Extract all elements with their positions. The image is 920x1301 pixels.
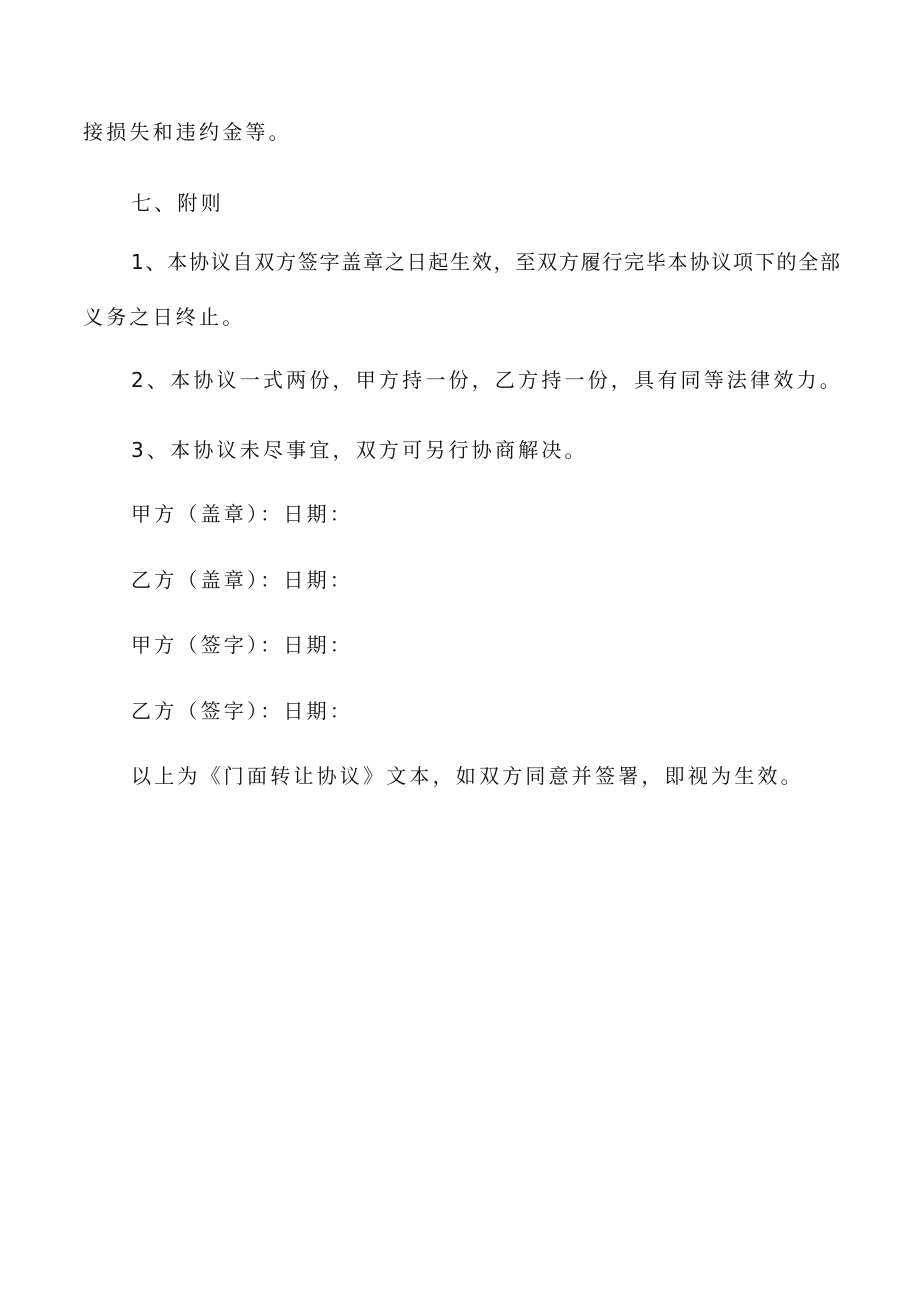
section-heading: 七、附则: [131, 191, 224, 215]
clause-3: 3、本协议未尽事宜，双方可另行协商解决。: [131, 438, 588, 462]
clause-2: 2、本协议一式两份，甲方持一份，乙方持一份，具有同等法律效力。: [131, 368, 843, 392]
signature-line-party-a-sign: 甲方（签字）：日期：: [131, 633, 353, 657]
clause-1-line-1: 1、本协议自双方签字盖章之日起生效，至双方履行完毕本协议项下的全部: [131, 250, 840, 274]
clause-1-line-2: 义务之日终止。: [83, 305, 246, 329]
continuation-text: 接损失和违约金等。: [83, 120, 292, 144]
signature-line-party-b-seal: 乙方（盖章）：日期：: [131, 568, 353, 592]
signature-line-party-b-sign: 乙方（签字）：日期：: [131, 699, 353, 723]
closing-statement: 以上为《门面转让协议》文本，如双方同意并签署，即视为生效。: [131, 764, 804, 788]
signature-line-party-a-seal: 甲方（盖章）：日期：: [131, 502, 353, 526]
